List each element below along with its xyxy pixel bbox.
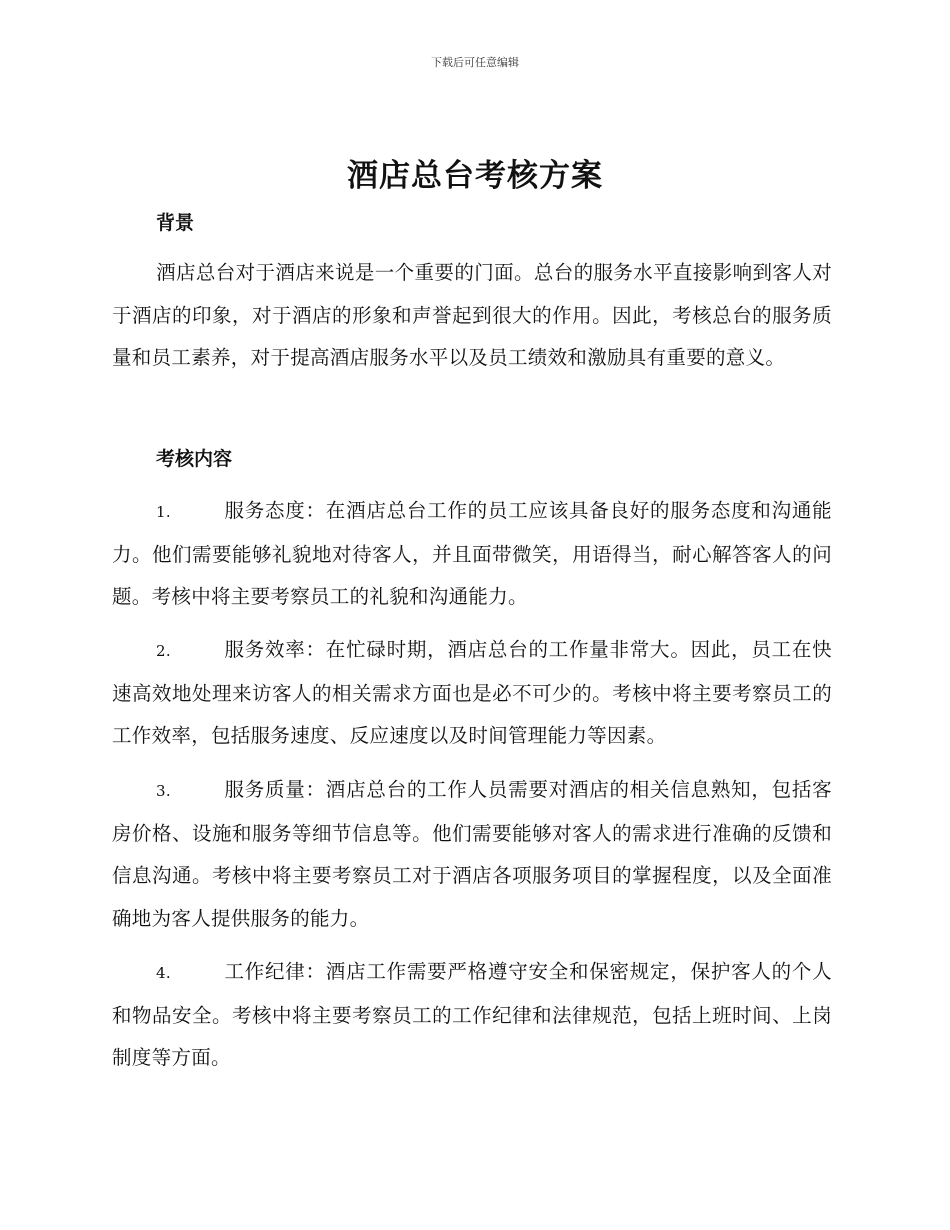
background-paragraph [112, 252, 832, 380]
section-heading-content: 考核内容 [156, 448, 233, 470]
list-item-text: 服务效率：在忙碌时期，酒店总台的工作量非常大。因此，员工在快速高效地处理来访客人的相关需求方面也是必不可少的。考核中将主要考察员工的工作效率，包括服务速度、反应速度以及时间管理能力等因素。 [112, 638, 832, 747]
list-item-number: 3. [156, 782, 171, 800]
list-item [112, 951, 832, 1080]
header-note: 下载后可任意编辑 [431, 56, 519, 69]
list-item-number: 2. [156, 642, 171, 660]
document-title: 酒店总台考核方案 [347, 158, 603, 194]
list-item [112, 629, 832, 758]
background-paragraph-text: 酒店总台对于酒店来说是一个重要的门面。总台的服务水平直接影响到客人对于酒店的印象，对于酒店的形象和声誉起到很大的作用。因此，考核总台的服务质量和员工素养，对于提高酒店服务水平以及员工绩效和激励具有重要的意义。 [112, 261, 832, 369]
list-item [112, 490, 832, 619]
list-item-text: 服务态度：在酒店总台工作的员工应该具备良好的服务态度和沟通能力。他们需要能够礼貌地对待客人，并且面带微笑，用语得当，耐心解答客人的问题。考核中将主要考察员工的礼貌和沟通能力。 [112, 499, 832, 608]
list-item-number: 4. [156, 964, 171, 982]
list-item-text: 服务质量：酒店总台的工作人员需要对酒店的相关信息熟知，包括客房价格、设施和服务等细节信息等。他们需要能够对客人的需求进行准确的反馈和信息沟通。考核中将主要考察员工对于酒店各项服务项目的掌握程度，以及全面准确地为客人提供服务的能力。 [112, 778, 832, 930]
list-item [112, 769, 832, 940]
list-item-text: 工作纪律：酒店工作需要严格遵守安全和保密规定，保护客人的个人和物品安全。考核中将主要考察员工的工作纪律和法律规范，包括上班时间、上岗制度等方面。 [112, 960, 832, 1069]
section-heading-background: 背景 [156, 212, 195, 234]
list-item-number: 1. [156, 503, 171, 521]
